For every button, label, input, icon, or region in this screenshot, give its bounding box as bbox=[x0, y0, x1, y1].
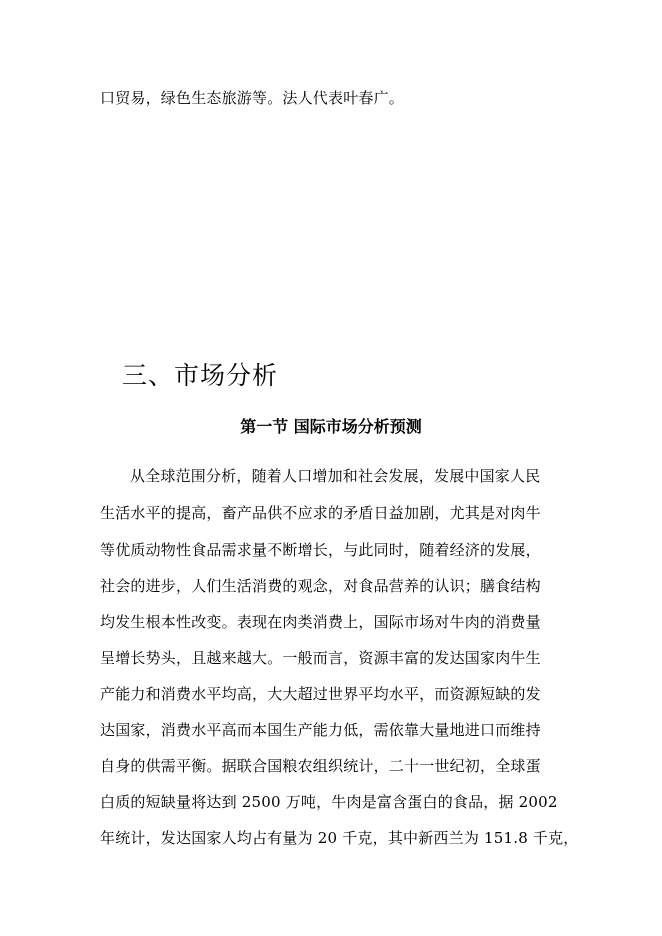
chapter-heading: 三、市场分析 bbox=[122, 361, 279, 390]
paragraph-line: 产能力和消费水平均高，大大超过世界平均水平，而资源短缺的发 bbox=[100, 685, 541, 703]
paragraph-line: 等优质动物性食品需求量不断增长，与此同时，随着经济的发展， bbox=[100, 541, 541, 559]
paragraph-line: 生活水平的提高，畜产品供不应求的矛盾日益加剧，尤其是对肉牛 bbox=[100, 504, 541, 522]
continued-text-line: 口贸易，绿色生态旅游等。法人代表叶春广。 bbox=[100, 89, 405, 107]
section-heading: 第一节 国际市场分析预测 bbox=[240, 417, 422, 436]
paragraph-line: 年统计，发达国家人均占有量为 20 千克，其中新西兰为 151.8 千克， bbox=[100, 829, 579, 847]
paragraph-line: 自身的供需平衡。据联合国粮农组织统计，二十一世纪初，全球蛋 bbox=[100, 757, 541, 775]
paragraph-line: 从全球范围分析，随着人口增加和社会发展，发展中国家人民 bbox=[130, 467, 541, 485]
paragraph-line: 达国家，消费水平高而本国生产能力低，需依靠大量地进口而维持 bbox=[100, 721, 541, 739]
paragraph-line: 均发生根本性改变。表现在肉类消费上，国际市场对牛肉的消费量 bbox=[100, 613, 541, 631]
paragraph-line: 社会的进步，人们生活消费的观念，对食品营养的认识；膳食结构 bbox=[100, 577, 541, 595]
paragraph-line: 呈增长势头，且越来越大。一般而言，资源丰富的发达国家肉牛生 bbox=[100, 649, 541, 667]
paragraph-line: 白质的短缺量将达到 2500 万吨，牛肉是富含蛋白的食品，据 2002 bbox=[100, 793, 558, 811]
